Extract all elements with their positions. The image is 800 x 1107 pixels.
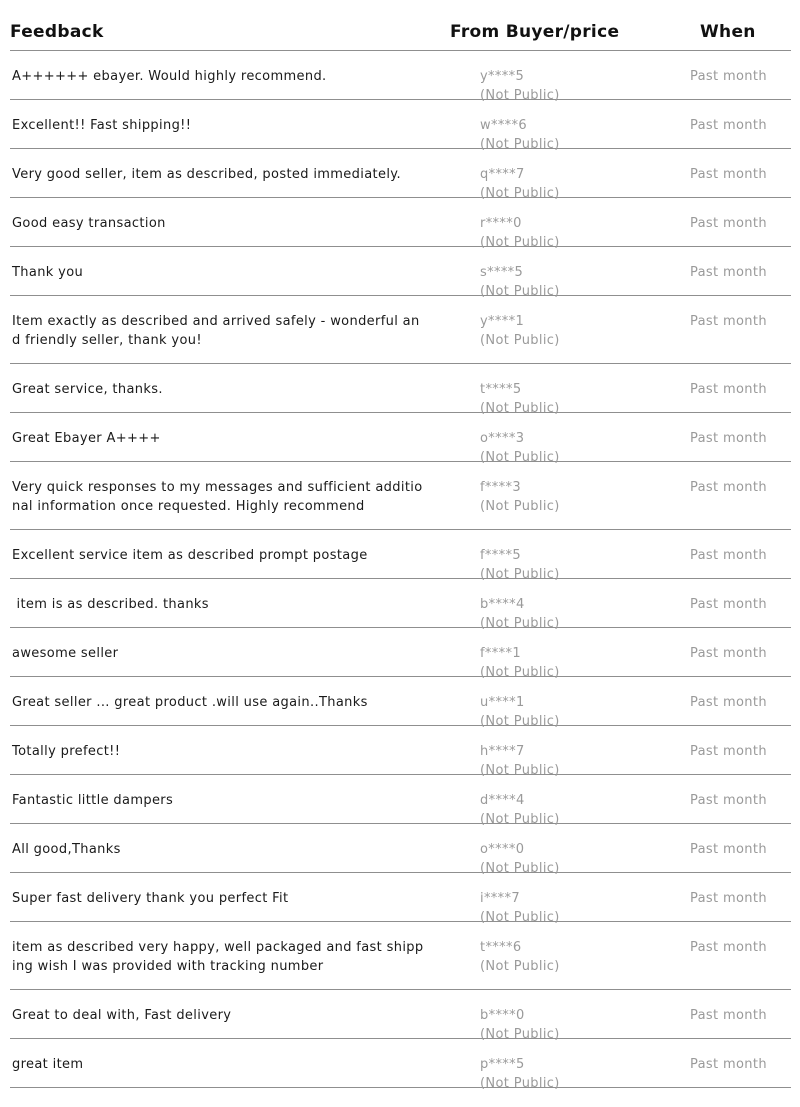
buyer-visibility: (Not Public): [480, 1027, 560, 1042]
buyer-visibility: (Not Public): [480, 1076, 560, 1091]
buyer-visibility: (Not Public): [480, 235, 560, 250]
feedback-when: Past month: [690, 646, 767, 661]
buyer-id: s****5: [480, 265, 524, 280]
buyer-visibility: (Not Public): [480, 401, 560, 416]
feedback-table: [10, 18, 791, 1091]
buyer-id: q****7: [480, 167, 525, 182]
feedback-when: Past month: [690, 597, 767, 612]
feedback-comment: Super fast delivery thank you perfect Fit: [12, 891, 289, 906]
table-row: [10, 149, 791, 201]
buyer-id: i****7: [480, 891, 520, 906]
buyer-visibility: (Not Public): [480, 714, 560, 729]
feedback-comment: All good,Thanks: [12, 842, 121, 857]
feedback-when: Past month: [690, 382, 767, 397]
buyer-visibility: (Not Public): [480, 665, 560, 680]
buyer-id: t****6: [480, 940, 522, 955]
feedback-comment: Fantastic little dampers: [12, 793, 174, 808]
table-row: [10, 100, 791, 152]
table-row: [10, 198, 791, 250]
buyer-id: b****4: [480, 597, 525, 612]
buyer-cell: [480, 938, 560, 976]
table-row: [10, 922, 791, 990]
buyer-id: f****1: [480, 646, 521, 661]
feedback-when: Past month: [690, 744, 767, 759]
table-header: [10, 18, 791, 51]
feedback-comment: Excellent!! Fast shipping!!: [12, 118, 192, 133]
column-header-when: When: [700, 22, 756, 42]
buyer-id: t****5: [480, 382, 522, 397]
feedback-comment: Great Ebayer A++++: [12, 431, 161, 446]
feedback-comment: Good easy transaction: [12, 216, 166, 231]
buyer-id: b****0: [480, 1008, 525, 1023]
table-row: [10, 824, 791, 876]
buyer-id: y****5: [480, 69, 525, 84]
table-row: [10, 51, 791, 103]
feedback-when: Past month: [690, 431, 767, 446]
feedback-comment: Excellent service item as described prompt postage: [12, 548, 368, 563]
buyer-visibility: (Not Public): [480, 186, 560, 201]
table-row: [10, 628, 791, 680]
buyer-visibility: (Not Public): [480, 861, 560, 876]
feedback-when: Past month: [690, 695, 767, 710]
table-row: [10, 413, 791, 465]
buyer-visibility: (Not Public): [480, 499, 560, 514]
buyer-id: d****4: [480, 793, 525, 808]
buyer-id: r****0: [480, 216, 522, 231]
buyer-visibility: (Not Public): [480, 333, 560, 348]
feedback-comment: Totally prefect!!: [12, 744, 121, 759]
table-row: [10, 677, 791, 729]
feedback-comment: Great to deal with, Fast delivery: [12, 1008, 232, 1023]
feedback-when: Past month: [690, 793, 767, 808]
table-row: [10, 990, 791, 1042]
buyer-visibility: (Not Public): [480, 88, 560, 103]
feedback-comment: great item: [12, 1057, 84, 1072]
feedback-comment: A++++++ ebayer. Would highly recommend.: [12, 69, 327, 84]
table-row: [10, 530, 791, 582]
buyer-id: f****5: [480, 548, 521, 563]
feedback-when: Past month: [690, 167, 767, 182]
feedback-comment: Great service, thanks.: [12, 382, 163, 397]
feedback-comment: Thank you: [12, 265, 84, 280]
buyer-visibility: (Not Public): [480, 450, 560, 465]
buyer-visibility: (Not Public): [480, 763, 560, 778]
buyer-id: o****3: [480, 431, 525, 446]
buyer-id: w****6: [480, 118, 528, 133]
table-row: [10, 247, 791, 299]
buyer-visibility: (Not Public): [480, 812, 560, 827]
feedback-comment: item as described very happy, well packaged and fast shipping wish I was provided with tracking number: [12, 940, 424, 974]
buyer-visibility: (Not Public): [480, 567, 560, 582]
table-row: [10, 462, 791, 530]
buyer-visibility: (Not Public): [480, 616, 560, 631]
feedback-when: Past month: [690, 891, 767, 906]
feedback-when: Past month: [690, 480, 767, 495]
buyer-id: h****7: [480, 744, 525, 759]
feedback-when: Past month: [690, 69, 767, 84]
table-row: [10, 296, 791, 364]
feedback-comment: Great seller ... great product .will use again..Thanks: [12, 695, 368, 710]
buyer-visibility: (Not Public): [480, 137, 560, 152]
table-row: [10, 873, 791, 925]
table-row: [10, 726, 791, 778]
feedback-comment: item is as described. thanks: [12, 597, 209, 612]
buyer-cell: [480, 1055, 560, 1093]
column-header-feedback: Feedback: [10, 22, 104, 42]
buyer-id: o****0: [480, 842, 525, 857]
table-row: [10, 364, 791, 416]
feedback-when: Past month: [690, 940, 767, 955]
feedback-when: Past month: [690, 314, 767, 329]
buyer-cell: [480, 478, 560, 516]
buyer-visibility: (Not Public): [480, 910, 560, 925]
feedback-when: Past month: [690, 118, 767, 133]
buyer-id: u****1: [480, 695, 525, 710]
buyer-visibility: (Not Public): [480, 284, 560, 299]
buyer-id: y****1: [480, 314, 525, 329]
table-row: [10, 775, 791, 827]
feedback-when: Past month: [690, 548, 767, 563]
feedback-comment: awesome seller: [12, 646, 119, 661]
feedback-when: Past month: [690, 265, 767, 280]
feedback-comment: Very quick responses to my messages and sufficient additional information once requested. Highly recommend: [12, 480, 423, 514]
buyer-id: f****3: [480, 480, 521, 495]
table-row: [10, 1039, 791, 1091]
feedback-when: Past month: [690, 842, 767, 857]
feedback-comment: Item exactly as described and arrived safely - wonderful and friendly seller, thank you!: [12, 314, 420, 348]
buyer-id: p****5: [480, 1057, 525, 1072]
table-row: [10, 579, 791, 631]
buyer-visibility: (Not Public): [480, 959, 560, 974]
feedback-comment: Very good seller, item as described, posted immediately.: [12, 167, 401, 182]
buyer-cell: [480, 312, 560, 350]
feedback-when: Past month: [690, 1008, 767, 1023]
feedback-when: Past month: [690, 1057, 767, 1072]
column-header-buyer: From Buyer/price: [450, 22, 620, 42]
feedback-when: Past month: [690, 216, 767, 231]
